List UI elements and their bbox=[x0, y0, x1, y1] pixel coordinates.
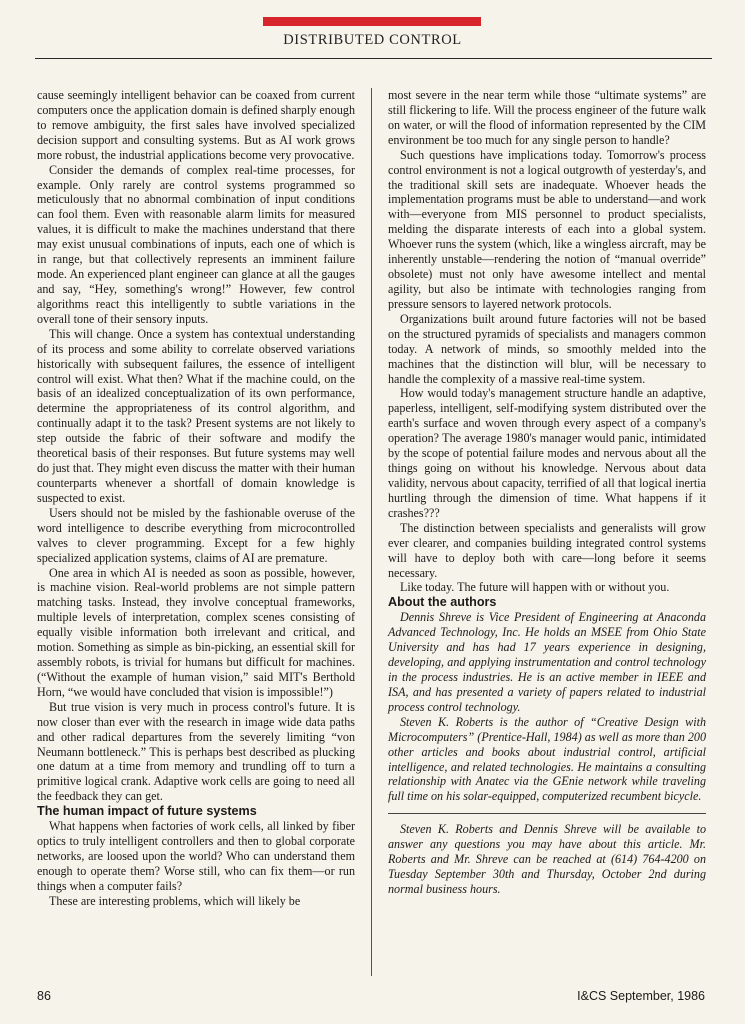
paragraph: Such questions have implications today. Tomorrow's process control environment is not a logical outgrowth of yesterday's, and the traditional skill sets are inadequate. Whoever heads the implementation programs must be able to understand—and work with—everyone from MIS personnel to product specialists, melding the disparate interests of each into a global system. Whoever runs the system (which, like a wingless aircraft, may be inherently unstable—rendering the notion of “manual override” obsolete) must not only have awesome intellect and mental agility, but also be intimate with technologies ranging from pressure sensors to layered network protocols. bbox=[388, 147, 706, 311]
column-divider bbox=[371, 88, 372, 976]
paragraph: But true vision is very much in process control's future. It is now closer than ever with the research in image wide data paths and other radical departures from the severely limiting “von Neumann bottleneck.” This is perhaps best described as plucking one datum at a time from memory and trundling off to turn a primitive logical crank. Adaptive work cells are going to need all the feedback they can get. bbox=[37, 699, 355, 804]
author-bios bbox=[388, 610, 706, 804]
contact-note-text: Steven K. Roberts and Dennis Shreve will be available to answer any questions you may have about this article. Mr. Roberts and Mr. Shreve can be reached at (614) 764-4200 on Tuesday September 30th and Thursday, October 2nd during normal business hours. bbox=[388, 822, 706, 897]
paragraph: What happens when factories of work cells, all linked by fiber optics to truly intelligent controllers and then to global corporate networks, are loosed upon the world? Who can understand them enough to operate them? Worse still, who can fix them—or run things when a computer fails? bbox=[37, 819, 355, 893]
authors-heading: About the authors bbox=[388, 595, 497, 610]
paragraph: These are interesting problems, which will likely be bbox=[49, 893, 301, 908]
paragraph: How would today's management structure handle an adaptive, paperless, intelligent, self-modifying system distributed over the earth's surface and woven through every aspect of a company's operation? The average 1980's manager would panic, intimidated by the scope of potential failure modes and nervous about all the things going on without his knowledge. Nervous about data validity, nervous about capacity, terrified of all that logical inertia hurtling through the dimension of time. What happens if it crashes??? bbox=[388, 386, 706, 520]
paragraph: cause seemingly intelligent behavior can be coaxed from current computers once the application domain is defined sharply enough to remove ambiguity, the first sales have involved specialized decision support and consulting systems. But as AI work grows more robust, the industrial applications become very provocative. bbox=[37, 88, 355, 162]
paragraph: Organizations built around future factories will not be based on the structured pyramids of specialists and managers common today. A network of minds, so smoothly melded into the machines that the distinction will blur, will be necessary to handle the complexity of a massive real-time system. bbox=[388, 311, 706, 386]
header-rule bbox=[35, 58, 712, 59]
running-head: DISTRIBUTED CONTROL bbox=[283, 32, 462, 48]
paragraph: This will change. Once a system has contextual understanding of its process and some ability to correlate observed variations historically with subsequent failures, the essence of intelligent control will exist. What then? What if the machine could, on the basis of an idealized conceptualization of its own performance, determine the appropriateness of its control algorithm, and continually adapt it to the task? Present systems are not likely to step outside the fabric of their software and modify the theoretical basis of their responses. But future systems may well do just that. They might even discuss the matter with their human counterparts whenever a shortfall of domain knowledge is suspected to exist. bbox=[37, 326, 355, 505]
paragraph: most severe in the near term while those “ultimate systems” are still flickering to life. Will the process engineer of the future walk on water, or will the flood of information represented by the CIM environment be too much for any single person to handle? bbox=[388, 88, 706, 147]
accent-bar bbox=[263, 17, 481, 26]
left-column bbox=[37, 88, 355, 909]
paragraph: One area in which AI is needed as soon as possible, however, is machine vision. Real-world problems are not simple pattern matching tasks. Instead, they involve conceptual frameworks, multiple levels of interpretation, complex scenes consisting of equally visible information both irrelevant and critical, and motion. Something as simple as bin-picking, an essential skill for assembly robots, is trivial for humans but difficult for machines. (“Without the example of human vision,” said MIT's Berthold Horn, “we would have concluded that vision is impossible!”) bbox=[37, 565, 355, 699]
issue-line: I&CS September, 1986 bbox=[577, 989, 705, 1003]
author-bio: Steven K. Roberts is the author of “Creative Design with Microcomputers” (Prentice-Hall, 1984) as well as more than 200 other articles and books about industrial control, artificial intelligence, and related technologies. He maintains a consulting relationship with Anatec via the GEnie network while traveling full time on his solar-equipped, computerized recumbent bicycle. bbox=[388, 714, 706, 804]
note-rule bbox=[388, 813, 706, 814]
paragraph: Consider the demands of complex real-time processes, for example. Only rarely are control systems programmed so meticulously that no abnormal combination of input conditions can fool them. Even with reasonable alarm limits for measured values, it is difficult to make the machines understand that there may exist unusual combinations of inputs, each one of which is in range, but that collectively represents an imminent failure mode. An experienced plant engineer can glance at all the gauges and say, “Hey, something's wrong!” However, few control algorithms react this intelligently to subtle variations in the overall tone of their sensory inputs. bbox=[37, 162, 355, 326]
paragraph: Users should not be misled by the fashionable overuse of the word intelligence to describe everything from microcontrolled valves to clever programming. Except for a few highly specialized application systems, claims of AI are premature. bbox=[37, 505, 355, 565]
page-number: 86 bbox=[37, 989, 51, 1003]
paragraph: Like today. The future will happen with or without you. bbox=[400, 580, 670, 595]
author-bio: Dennis Shreve is Vice President of Engineering at Anaconda Advanced Technology, Inc. He holds an MSEE from Ohio State University and has had 17 years experience in designing, developing, and applying instrumentation and control technology in the process industries. He is an active member in IEEE and ISA, and has presented a variety of papers related to industrial process control technology. bbox=[388, 610, 706, 714]
section-subhead: The human impact of future systems bbox=[37, 804, 257, 819]
paragraph: The distinction between specialists and generalists will grow ever clearer, and companies building integrated control systems will have to deploy both with care—long before it seems necessary. bbox=[388, 520, 706, 580]
contact-note bbox=[388, 822, 706, 897]
right-column bbox=[388, 88, 706, 897]
